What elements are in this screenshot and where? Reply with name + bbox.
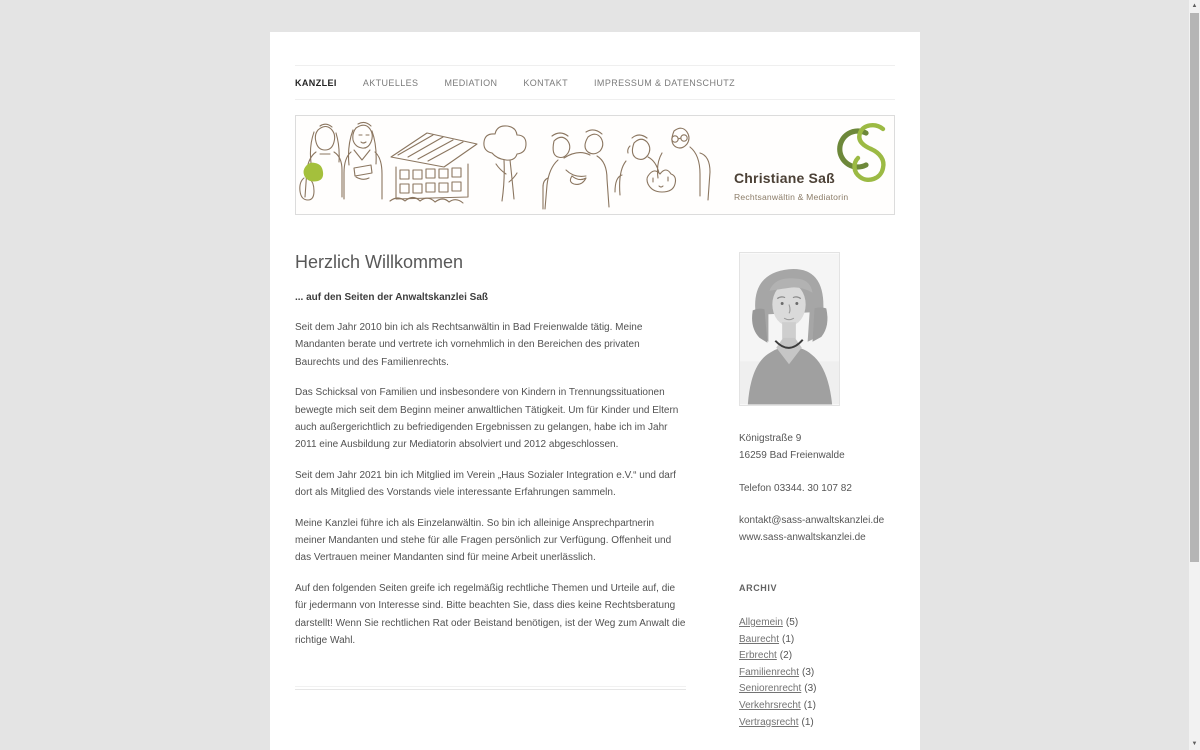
archive-item — [739, 632, 904, 649]
contact-email: kontakt@sass-anwaltskanzlei.de — [739, 515, 885, 526]
archive-item — [739, 698, 904, 715]
archive-heading: ARCHIV — [739, 583, 778, 593]
scrollbar-down-icon[interactable]: ▼ — [1191, 741, 1198, 747]
address-city: 16259 Bad Freienwalde — [739, 450, 845, 461]
nav-item-aktuelles[interactable]: AKTUELLES — [362, 77, 419, 88]
archive-link-erbrecht[interactable]: Erbrecht — [739, 650, 777, 662]
brand-name: Christiane Saß — [734, 170, 835, 186]
archive-count: (1) — [803, 699, 816, 711]
archive-item — [739, 615, 904, 632]
contact-website: www.sass-anwaltskanzlei.de — [739, 531, 866, 543]
paragraph: Seit dem Jahr 2021 bin ich Mitglied im Verein „Haus Sozialer Integration e.V.“ und darf dort als Mitglied des Vorstands viele interessante Erfahrungen sammeln. — [295, 469, 676, 499]
archive-count: (3) — [804, 683, 817, 695]
archive-item — [739, 665, 904, 682]
archive-link-baurecht[interactable]: Baurecht — [739, 633, 780, 645]
page-title: Herzlich Willkommen — [295, 252, 464, 272]
intro-line: ... auf den Seiten der Anwaltskanzlei Saß — [295, 292, 489, 303]
paragraph: Das Schicksal von Familien und insbesondere von Kindern in Trennungssituationen bewegte mich seit dem Beginn meiner anwaltlichen Tätigkeit. Um für Kinder und Eltern auch außergerichtlich zu befriedigenden Ergebnissen zu gelangen, habe ich im Jahr 2011 eine Ausbildung zur Mediatorin absolviert und 2012 abgeschlossen. — [295, 387, 679, 451]
banner-illustration — [296, 116, 736, 214]
scrollbar-track[interactable] — [1189, 0, 1200, 750]
archive-count: (1) — [782, 633, 795, 645]
archive-link-allgemein[interactable]: Allgemein — [739, 617, 783, 628]
nav-item-impressum-datenschutz[interactable]: IMPRESSUM & DATENSCHUTZ — [594, 77, 736, 88]
site-container — [270, 32, 920, 750]
archive-count: (3) — [802, 666, 815, 678]
paragraph: Seit dem Jahr 2010 bin ich als Rechtsanwältin in Bad Freienwalde tätig. Meine Mandanten berate und vertrete ich vornehmlich in den Bereichen des privaten Baurechts und des Familienrechts. — [295, 322, 643, 368]
contact-web — [739, 513, 904, 546]
paragraph: Auf den folgenden Seiten greife ich regelmäßig rechtliche Themen und Urteile auf, die für jedermann von Interesse sind. Bitte beachten Sie, dass dies keine Rechtsberatung darstellt! Wenn Sie rechtlichen Rat oder Beistand benötigen, ist der Weg zum Anwalt die richtige Wahl. — [295, 582, 686, 647]
archive-item — [739, 681, 904, 698]
content-divider — [295, 686, 686, 690]
contact-address — [739, 430, 904, 464]
paragraph: Meine Kanzlei führe ich als Einzelanwältin. So bin ich alleinige Ansprechpartnerin meiner Mandanten und stehe für alle Fragen persönlich zur Verfügung. Offenheit und das Vertrauen meiner Mandanten sind für meine Arbeit unerlässlich. — [295, 517, 672, 564]
archive-item — [739, 715, 904, 732]
scrollbar-up-icon[interactable]: ▲ — [1191, 3, 1198, 9]
scrollbar-thumb[interactable] — [1190, 13, 1199, 562]
archive-count: (1) — [801, 716, 814, 728]
address-street: Königstraße 9 — [739, 433, 802, 444]
archive-link-vertragsrecht[interactable]: Vertragsrecht — [739, 716, 799, 728]
sidebar — [739, 252, 904, 731]
archive-link-verkehrsrecht[interactable]: Verkehrsrecht — [739, 699, 801, 711]
brand-subtitle: Rechtsanwältin & Mediatorin — [734, 192, 849, 202]
archive-link-familienrecht[interactable]: Familienrecht — [739, 666, 800, 678]
archive-count: (5) — [785, 617, 799, 628]
archive-item — [739, 648, 904, 665]
archive-link-seniorenrecht[interactable]: Seniorenrecht — [739, 683, 802, 695]
main-content — [295, 250, 687, 663]
nav-item-mediation[interactable]: MEDIATION — [444, 77, 498, 88]
main-navigation — [295, 65, 895, 100]
archive-list — [739, 615, 904, 731]
nav-item-kanzlei[interactable]: KANZLEI — [295, 77, 337, 88]
header-image — [295, 115, 895, 215]
nav-item-kontakt[interactable]: KONTAKT — [523, 77, 569, 88]
portrait-photo — [739, 252, 840, 406]
contact-phone: Telefon 03344. 30 107 82 — [739, 483, 852, 494]
archive-count: (2) — [779, 650, 793, 662]
